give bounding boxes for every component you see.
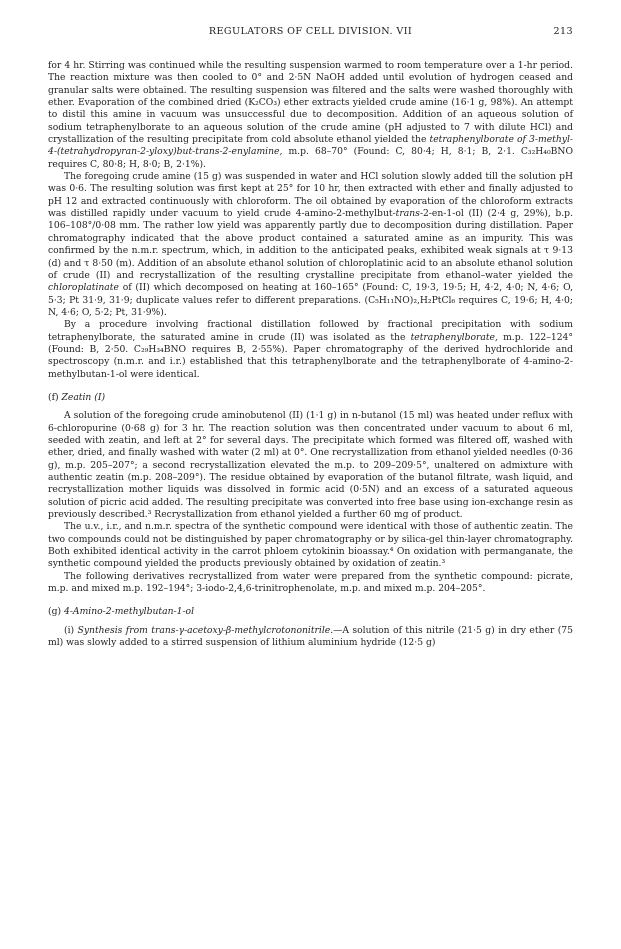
section-heading [48, 606, 573, 618]
section-gap [48, 381, 573, 392]
text-run: The foregoing crude amine (15 g) was suspended in water and HCl solution slowly added till the solution pH was 0·6. The resulting solution was first kept at 25° for 10 hr, then extracted with ether and finally adjusted to pH 12 and extracted continuously with chloroform. The oil obtained by evaporation of the chloroform extracts was distilled rapidly under vacuum to yield crude 4-amino-2-methylbut- [48, 171, 573, 220]
paragraph [48, 625, 573, 650]
paragraph: The u.v., i.r., and n.m.r. spectra of the synthetic compound were identical with those of authentic zeatin. The two compounds could not be distinguished by paper chromatography or by silica-gel thin-layer chromatography. Both exhibited identical activity in the carrot phloem cytokinin bioassay.⁴ On oxidation with permanganate, the synthetic compound yielded the products previously obtained by oxidation of zeatin.³ [48, 521, 573, 570]
text-run: m.p. 68–70° (Found: C, 80·4; H, 8·1; B, 2·1. C₃₂H₄₀BNO requires C, 80·8; H, 8·0; B, 2·1%). [48, 146, 573, 170]
text-run: -2-en-1-ol (II) (2·4 g, 29%), b.p. 106–108°/0·08 mm. The rather low yield was apparently partly due to decomposition during distillation. Paper chromatography indicated that the above product contained a saturated amine as an impurity. This was confirmed by the n.m.r. spectrum, which, in addition to the anticipated peaks, exhibited weak signals at τ 9·13 (d) and τ 8·50 (m). Addition of an absolute ethanol solution of chloroplatinic acid to an absolute ethanol solution of crude (II) and recrystallization of the resulting crystalline precipitate from ethanol–water yielded the [48, 208, 573, 281]
running-header [48, 26, 573, 40]
italic-run: trans [395, 208, 420, 220]
paragraph [48, 319, 573, 381]
paragraph: The following derivatives recrystallized from water were prepared from the synthetic compound: picrate, m.p. and mixed m.p. 192–194°; 3-iodo-2,4,6-trinitrophenolate, m.p. and mixed m.p. 204–205°. [48, 570, 573, 595]
paragraph [48, 60, 573, 171]
text-run: —A solution of this nitrile (21·5 g) in dry ether (75 ml) was slowly added to a stirred suspension of lithium aluminium hydride (12·5 g) [48, 624, 573, 649]
italic-run: tetraphenylborate of 3-methyl-4-(tetrahydropyran-2-yloxy)but-trans-2-enylamine, [48, 134, 573, 158]
section-title: 4-Amino-2-methylbutan-1-ol [63, 606, 195, 618]
article-body [48, 60, 573, 649]
text-run: By a procedure involving fractional distillation followed by fractional precipitation with sodium tetraphenylborate, the saturated amine in crude (II) was isolated as the [48, 319, 573, 343]
section-label: (g) [48, 606, 62, 618]
paragraph [48, 171, 573, 319]
section-label: (f) [48, 391, 59, 403]
section-title: Zeatin (I) [61, 391, 106, 403]
text-run: for 4 hr. Stirring was continued while the resulting suspension warmed to room temperature over a 1-hr period. The reaction mixture was then cooled to 0° and 2·5N NaOH added until evolution of hydrogen ceased and granular salts were obtained. The resulting suspension was filtered and the salts were washed thoroughly with ether. Evaporation of the combined dried (K₂CO₃) ether extracts yielded crude amine (16·1 g, 98%). An attempt to distil this amine in vacuum was unsuccessful due to decomposition. Addition of an aqueous solution of sodium tetraphenylborate to an aqueous solution of the crude amine (pH adjusted to 7 with dilute HCl) and crystallization of the resulting precipitate from cold absolute ethanol yielded the [48, 60, 573, 146]
paragraph: A solution of the foregoing crude aminobutenol (II) (1·1 g) in n-butanol (15 ml) was heated under reflux with 6-chloropurine (0·68 g) for 3 hr. The reaction solution was then concentrated under vacuum to about 6 ml, seeded with zeatin, and left at 2° for several days. The precipitate which formed was filtered off, washed with ether, dried, and finally washed with water (2 ml) at 0°. One recrystallization from ethanol yielded needles (0·36 g), m.p. 205–207°; a second recrystallization elevated the m.p. to 209–209·5°, unaltered on admixture with authentic zeatin (m.p. 208–209°). The residue obtained by evaporation of the butanol filtrate, wash liquid, and recrystallization mother liquids was dissolved in formic acid (0·5N) and an excess of a saturated aqueous solution of picric acid added. The resulting precipitate was converted into free base using ion-exchange resin as previously described.³ Recrystallization from ethanol yielded a further 60 mg of product. [48, 410, 573, 521]
section-gap [48, 595, 573, 606]
running-title: REGULATORS OF CELL DIVISION. VII [208, 26, 413, 37]
italic-run: tetraphenylborate, [410, 331, 498, 343]
text-run: m.p. 122–124° (Found: B, 2·50. C₂₉H₃₄BNO requires B, 2·55%). Paper chromatography of the derived hydrochloride and spectroscopy (n.m.r. and i.r.) established that this tetraphenylborate and the tetraphenylborate of 4-amino-2-methylbutan-1-ol were identical. [48, 331, 573, 380]
page-number: 213 [553, 26, 573, 37]
section-heading [48, 392, 573, 404]
italic-run: chloroplatinate [48, 282, 119, 294]
text-run: (i) [64, 624, 78, 636]
text-run: of (II) which decomposed on heating at 160–165° (Found: C, 19·3, 19·5; H, 4·2, 4·0; N, 4·6; O, 5·3; Pt 31·9, 31·9; duplicate values refer to different preparations. (C₅H₁₁NO)₂,H₂PtCl₆ requires C, 19·6; H, 4·0; N, 4·6; O, 5·2; Pt, 31·9%). [48, 282, 573, 318]
italic-run: Synthesis from trans-γ-acetoxy-β-methylcrotononitrile. [77, 624, 334, 636]
